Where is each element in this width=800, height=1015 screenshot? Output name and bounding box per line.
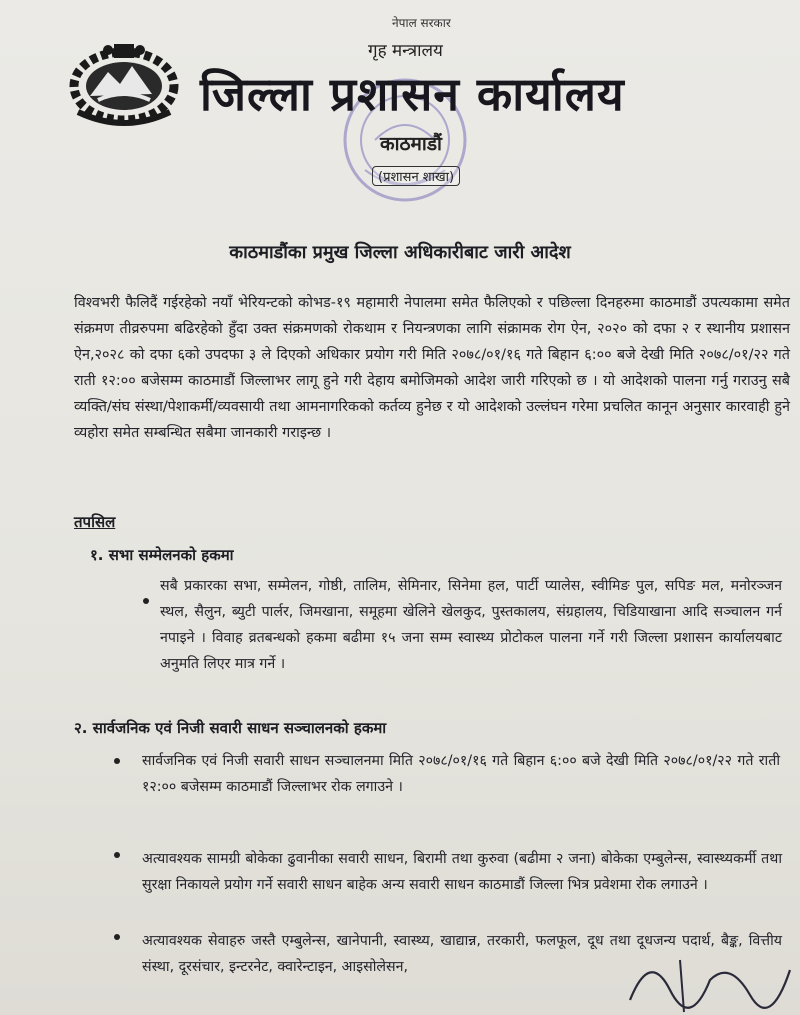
ministry-label: गृह मन्त्रालय [368, 41, 443, 61]
bullet-icon [114, 934, 120, 940]
signature-icon [610, 940, 800, 1015]
list-item: अत्यावश्यक सेवाहरु जस्तै एम्बुलेन्स, खानेपानी, स्वास्थ्य, खाद्यान्न, तरकारी, फलफूल, दूध तथा दूधजन्य पदार्थ, बैङ्क, वित्तीय संस्था, दूरसंचार, इन्टरनेट, क्वारेन्टाइन, आइसोलेसन, [142, 933, 782, 975]
branch-label: (प्रशासन शाखा) [372, 166, 460, 186]
bullet-icon [143, 598, 149, 604]
bullet-icon [114, 758, 120, 764]
city-label: काठमाडौं [380, 133, 442, 155]
order-title: काठमाडौंका प्रमुख जिल्ला अधिकारीबाट जारी आदेश [229, 242, 571, 263]
bullet-icon [114, 852, 120, 858]
section-heading-vehicles: २. सार्वजनिक एवं निजी सवारी साधन सञ्चालनको हकमा [74, 719, 387, 737]
nepal-emblem-icon [68, 38, 180, 128]
office-title: जिल्ला प्रशासन कार्यालय [200, 67, 625, 121]
list-item: सबै प्रकारका सभा, सम्मेलन, गोष्ठी, तालिम, सेमिनार, सिनेमा हल, पार्टी प्यालेस, स्वीमिङ पुल, सपिङ मल, मनोरञ्जन स्थल, सैलुन, ब्युटी पार्लर, जिमखाना, समूहमा खेलिने खेलकुद, पुस्तकालय, संग्रहालय, चिडियाखाना आदि सञ्चालन गर्न नपाइने । विवाह व्रतबन्धको हकमा बढीमा १५ जना सम्म स्वास्थ्य प्रोटोकल पालना गर्ने गरी जिल्ला प्रशासन कार्यालयबाट अनुमति लिएर मात्र गर्ने । [160, 578, 782, 672]
list-item: सार्वजनिक एवं निजी सवारी साधन सञ्चालनमा मिति २०७८/०१/१६ गते बिहान ६:०० बजे देखी मिति २०७८/०१/२२ गते राती १२:०० बजेसम्म काठमाडौं जिल्लाभर रोक लगाउने । [142, 753, 780, 795]
government-label: नेपाल सरकार [392, 16, 451, 30]
intro-paragraph: विश्वभरी फैलिदैं गईरहेको नयाँ भेरियन्टको कोभड-१९ महामारी नेपालमा समेत फैलिएको र पछिल्ला दिनहरुमा काठमाडौं उपत्यकामा समेत संक्रमण तीव्ररुपमा बढिरहेको हुँदा उक्त संक्रमणको रोकथाम र नियन्त्रणका लागि संक्रामक रोग ऐन, २०२० को दफा २ र स्थानीय प्रशासन ऐन,२०२८ को दफा ६को उपदफा ३ ले दिएको अधिकार प्रयोग गरी मिति २०७८/०१/१६ गते बिहान ६:०० बजे देखी मिति २०७८/०१/२२ गते राती १२:०० बजेसम्म काठमाडौं जिल्लाभर लागू हुने गरी देहाय बमोजिमको आदेश जारी गरिएको छ । यो आदेशको पालना गर्नु गराउनु सबै व्यक्ति/संघ संस्था/पेशाकर्मी/व्यवसायी तथा आमनागरिकको कर्तव्य हुनेछ र यो आदेशको उल्लंघन गरेमा प्रचलित कानून अनुसार कारवाही हुने व्यहोरा समेत सम्बन्धित सबैमा जानकारी गराइन्छ । [74, 295, 790, 441]
list-item: अत्यावश्यक सामग्री बोकेका ढुवानीका सवारी साधन, बिरामी तथा कुरुवा (बढीमा २ जना) बोकेका एम्बुलेन्स, स्वास्थ्यकर्मी तथा सुरक्षा निकायले प्रयोग गर्ने सवारी साधन बाहेक अन्य सवारी साधन काठमाडौं जिल्ला भित्र प्रवेशमा रोक लगाउने । [142, 851, 782, 893]
section-heading-assembly: १. सभा सम्मेलनको हकमा [90, 546, 234, 564]
schedule-heading: तपसिल [74, 513, 116, 531]
